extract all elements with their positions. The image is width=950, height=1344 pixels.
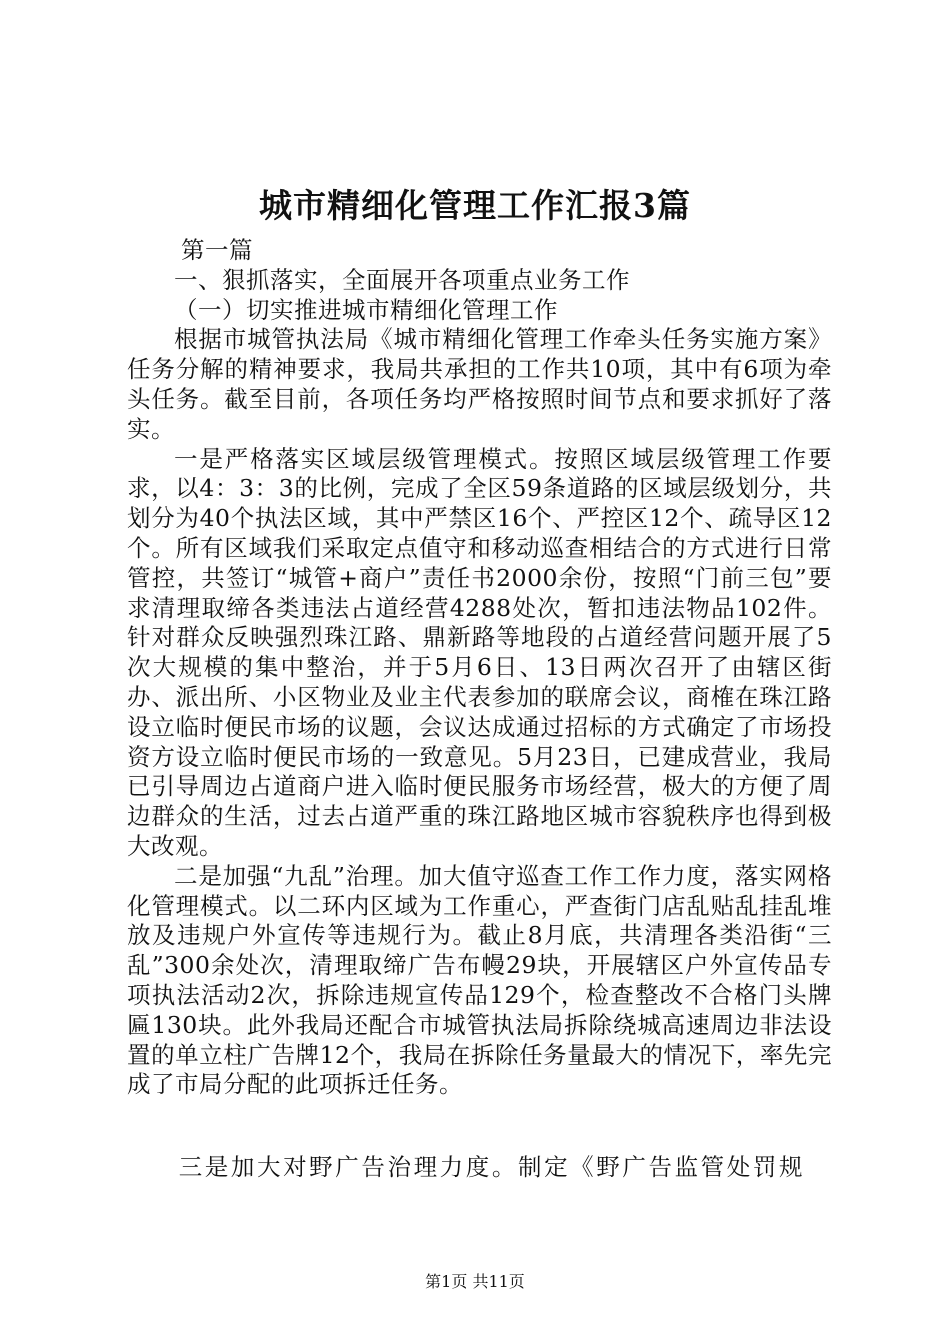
body-paragraph: 二是加强“九乱”治理。加大值守巡查工作工作力度，落实网格化管理模式。以二环内区域为工作重心，严查街门店乱贴乱挂乱堆放及违规户外宣传等违规行为。截止8月底，共清理各类沿街“三乱”300余处次，清理取缔广告布幔29块，开展辖区户外宣传品专项执法活动2次，拆除违规宣传品129个，检查整改不合格门头牌匾130块。此外我局还配合市城管执法局拆除绕城高速周边非法设置的单立柱广告牌12个，我局在拆除任务量最大的情况下，率先完成了市局分配的此项拆迁任务。 (127, 861, 832, 1099)
section-heading-part-one: 第一篇 (181, 236, 254, 264)
body-paragraph: 一是严格落实区域层级管理模式。按照区域层级管理工作要求，以4：3：3的比例，完成了全区59条道路的区域层级划分，共划分为40个执法区域，其中严禁区16个、严控区12个、疏导区12个。所有区域我们采取定点值守和移动巡查相结合的方式进行日常管控，共签订“城管+商户”责任书2000余份，按照“门前三包”要求清理取缔各类违法占道经营4288处次，暂扣违法物品102件。针对群众反映强烈珠江路、鼎新路等地段的占道经营问题开展了5次大规模的集中整治，并于5月6日、13日两次召开了由辖区街办、派出所、小区物业及业主代表参加的联席会议，商榷在珠江路设立临时便民市场的议题，会议达成通过招标的方式确定了市场投资方设立临时便民市场的一致意见。5月23日，已建成营业，我局已引导周边占道商户进入临时便民服务市场经营，极大的方便了周边群众的生活，过去占道严重的珠江路地区城市容貌秩序也得到极大改观。 (127, 444, 832, 860)
section-heading-level-2: （一）切实推进城市精细化管理工作 (174, 295, 558, 324)
continued-paragraph (127, 1152, 832, 1182)
body-paragraph: 根据市城管执法局《城市精细化管理工作牵头任务实施方案》任务分解的精神要求，我局共承担的工作共10项，其中有6项为牵头任务。截至目前，各项任务均严格按照时间节点和要求抓好了落实。 (127, 325, 832, 443)
section-heading-level-1: 一、狠抓落实，全面展开各项重点业务工作 (174, 265, 630, 294)
document-title: 城市精细化管理工作汇报3篇 (259, 186, 691, 225)
page-number-footer: 第1页 共11页 (425, 1272, 525, 1291)
body-paragraph-truncated: 三是加大对野广告治理力度。制定《野广告监管处罚规 (178, 1153, 806, 1181)
document-body (127, 236, 832, 1100)
